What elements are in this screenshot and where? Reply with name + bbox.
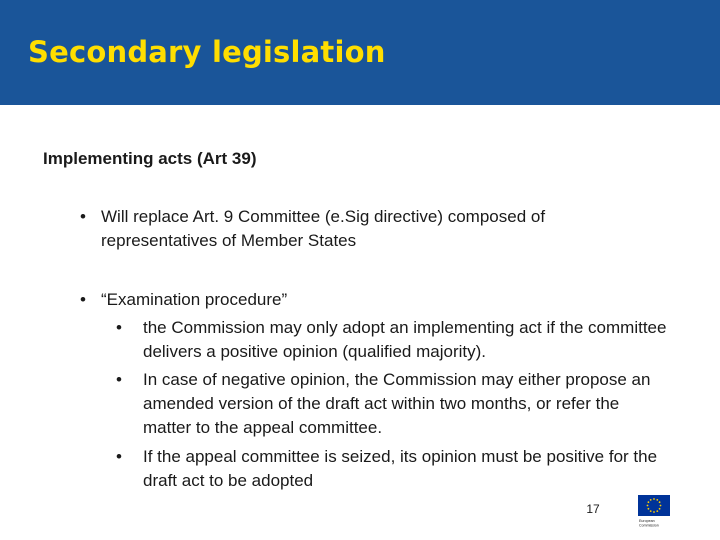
sub-bullet-item — [116, 316, 696, 366]
slide-subtitle: Implementing acts (Art 39) — [43, 149, 257, 168]
bullet-marker: • — [80, 290, 86, 309]
bullet-item — [80, 205, 700, 255]
sub-bullet-text: the Commission may only adopt an implementing act if the committee delivers a positive opinion (qualified majority). — [143, 318, 667, 361]
bullet-marker: • — [116, 318, 122, 337]
sub-bullet-text: If the appeal committee is seized, its opinion must be positive for the draft act to be adopted — [143, 447, 658, 490]
bullet-text: Will replace Art. 9 Committee (e.Sig directive) composed of representatives of Member States — [101, 207, 546, 250]
bullet-marker: • — [80, 207, 86, 226]
sub-bullet-item — [116, 445, 696, 495]
slide-title: Secondary legislation — [28, 35, 386, 69]
european-commission-logo — [638, 495, 670, 531]
header-bar — [0, 0, 720, 105]
bullet-marker: • — [116, 447, 122, 466]
page-number: 17 — [586, 502, 600, 516]
bullet-marker: • — [116, 370, 122, 389]
sub-bullet-text: In case of negative opinion, the Commission may either propose an amended version of the draft act within two months, or refer the matter to the appeal committee. — [143, 370, 651, 437]
logo-caption-line-1: European — [639, 519, 655, 523]
bullet-text: “Examination procedure” — [101, 290, 288, 309]
bullet-item — [80, 288, 700, 314]
sub-bullet-item — [116, 368, 696, 442]
logo-caption-line-2: Commission — [639, 523, 659, 528]
